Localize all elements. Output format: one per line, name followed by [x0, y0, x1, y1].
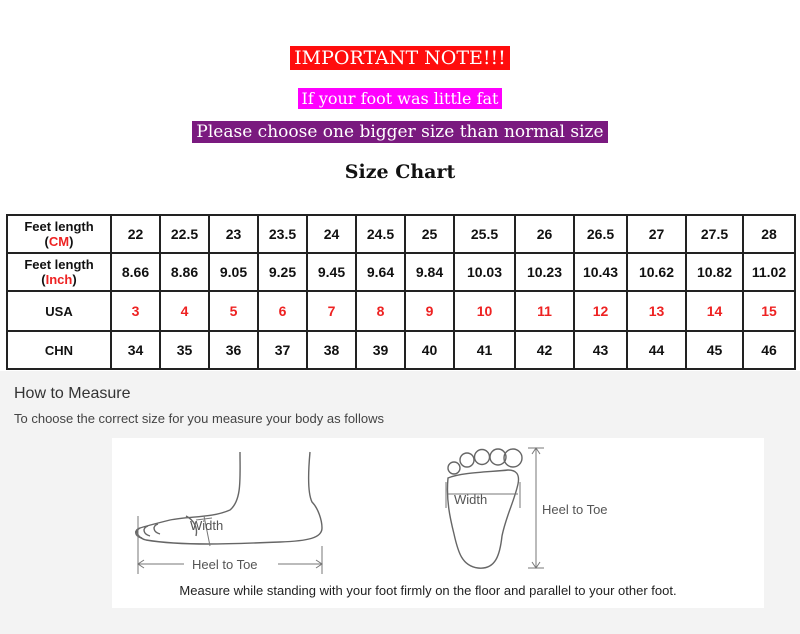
row-header: [7, 331, 111, 369]
size-cell: 3: [111, 291, 160, 331]
size-cell: 11: [515, 291, 574, 331]
size-table: [6, 214, 796, 370]
size-cell: 6: [258, 291, 307, 331]
size-cell: 4: [160, 291, 209, 331]
bigger-size-text: Please choose one bigger size than normal size: [192, 121, 607, 143]
size-cell: 38: [307, 331, 356, 369]
sole-foot-illustration: [447, 449, 522, 568]
size-cell: 9.05: [209, 253, 258, 291]
size-cell: 37: [258, 331, 307, 369]
size-cell: 10.03: [454, 253, 515, 291]
size-cell: 12: [574, 291, 627, 331]
row-header-label: USA: [45, 303, 73, 319]
fat-foot-text: If your foot was little fat: [298, 88, 503, 109]
bigger-size-banner: [0, 121, 800, 143]
measure-diagram: [112, 438, 764, 608]
sole-width-label: Width: [454, 492, 488, 507]
side-length-label: Heel to Toe: [192, 557, 258, 572]
how-to-measure-title: How to Measure: [14, 385, 131, 402]
size-cell: 42: [515, 331, 574, 369]
size-cell: 22.5: [160, 215, 209, 253]
size-cell: 35: [160, 331, 209, 369]
size-cell: 41: [454, 331, 515, 369]
size-cell: 27.5: [686, 215, 743, 253]
size-chart-title: Size Chart: [344, 161, 456, 183]
size-cell: 14: [686, 291, 743, 331]
size-cell: 46: [743, 331, 795, 369]
size-cell: 25.5: [454, 215, 515, 253]
row-header-label: Feet length: [24, 257, 94, 272]
size-cell: 22: [111, 215, 160, 253]
size-cell: 45: [686, 331, 743, 369]
size-table-body: [7, 215, 795, 369]
size-cell: 26: [515, 215, 574, 253]
row-header-label: CHN: [44, 342, 74, 358]
row-header-label: Feet length: [24, 219, 94, 234]
size-table-row-inch-row: [7, 253, 795, 291]
size-cell: 10.82: [686, 253, 743, 291]
row-header: Feet length (Inch): [7, 253, 111, 291]
important-note-text: IMPORTANT NOTE!!!: [290, 46, 510, 70]
size-cell: 8: [356, 291, 405, 331]
size-cell: 23: [209, 215, 258, 253]
row-header: Feet length (CM): [7, 215, 111, 253]
size-cell: 34: [111, 331, 160, 369]
side-foot-illustration: [136, 452, 322, 544]
size-cell: 23.5: [258, 215, 307, 253]
size-table-row-cm-row: [7, 215, 795, 253]
size-cell: 27: [627, 215, 686, 253]
size-cell: 9.64: [356, 253, 405, 291]
size-cell: 8.66: [111, 253, 160, 291]
size-cell: 36: [209, 331, 258, 369]
size-cell: 15: [743, 291, 795, 331]
row-header: [7, 291, 111, 331]
size-cell: 24: [307, 215, 356, 253]
size-cell: 8.86: [160, 253, 209, 291]
size-cell: 43: [574, 331, 627, 369]
size-cell: 13: [627, 291, 686, 331]
size-table-row-chn-row: [7, 331, 795, 369]
sole-length-label: Heel to Toe: [542, 502, 608, 517]
size-cell: 28: [743, 215, 795, 253]
size-cell: 10.43: [574, 253, 627, 291]
size-cell: 26.5: [574, 215, 627, 253]
size-cell: 9.25: [258, 253, 307, 291]
size-cell: 7: [307, 291, 356, 331]
side-width-label: Width: [190, 518, 224, 533]
size-cell: 10.62: [627, 253, 686, 291]
size-cell: 10.23: [515, 253, 574, 291]
size-table-row-usa-row: [7, 291, 795, 331]
size-cell: 11.02: [743, 253, 795, 291]
row-header-unit: Inch: [45, 272, 73, 287]
size-cell: 44: [627, 331, 686, 369]
size-cell: 9.84: [405, 253, 454, 291]
size-cell: 9.45: [307, 253, 356, 291]
size-cell: 24.5: [356, 215, 405, 253]
size-cell: 25: [405, 215, 454, 253]
size-cell: 5: [209, 291, 258, 331]
size-cell: 40: [405, 331, 454, 369]
how-to-measure-section: [0, 371, 800, 634]
size-cell: 9: [405, 291, 454, 331]
size-cell: 39: [356, 331, 405, 369]
fat-foot-banner: [0, 88, 800, 109]
size-cell: 10: [454, 291, 515, 331]
row-header-unit: CM: [48, 234, 70, 249]
important-note-banner: [0, 46, 800, 70]
measure-note: Measure while standing with your foot firmly on the floor and parallel to your other foot.: [179, 583, 677, 598]
how-to-measure-subtitle: To choose the correct size for you measure your body as follows: [14, 411, 384, 426]
